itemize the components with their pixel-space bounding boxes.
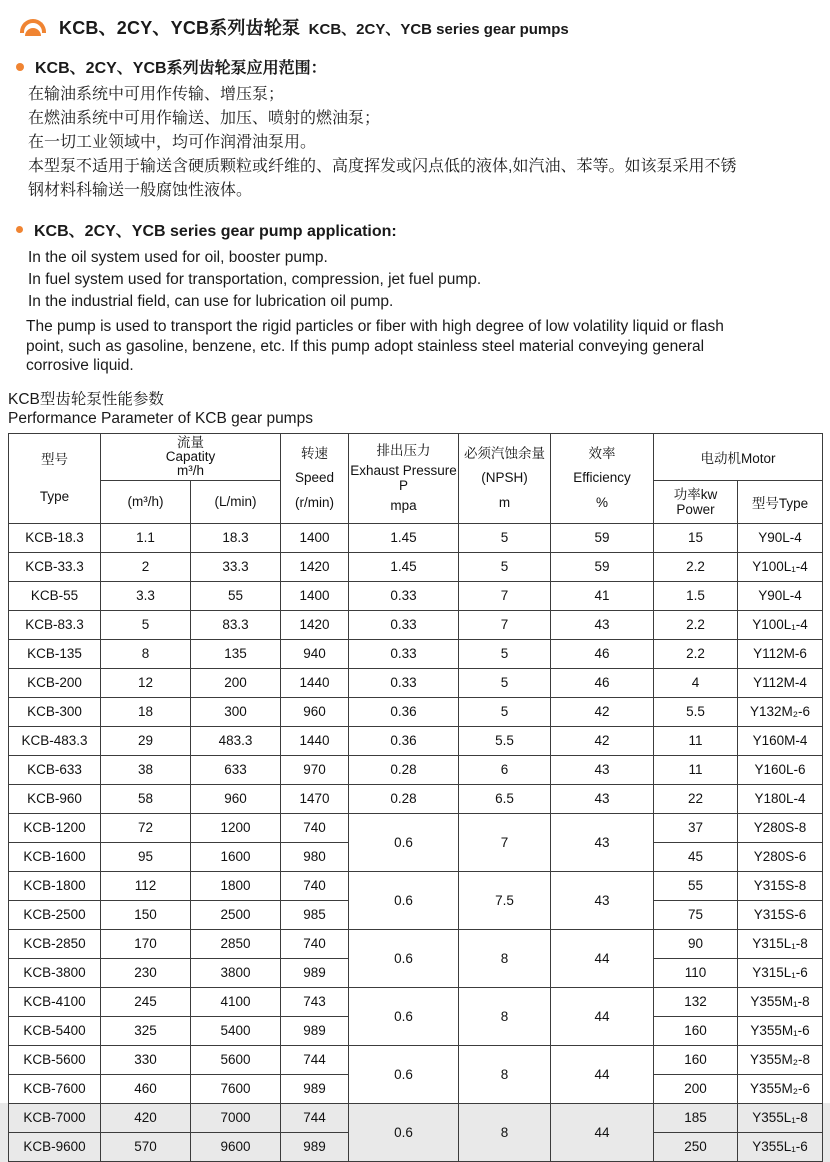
table-cell: KCB-300 <box>9 697 101 726</box>
col-subheader-power-en: Power <box>676 501 715 517</box>
table-cell: 8 <box>459 1103 551 1161</box>
table-cell: KCB-135 <box>9 639 101 668</box>
table-cell: 970 <box>281 755 349 784</box>
en-para-line: point, such as gasoline, benzene, etc. If this pump adopt stainless steel material conveying general <box>26 337 705 355</box>
zh-line: 钢材料科输送一般腐蚀性液体。 <box>28 182 253 199</box>
page-title-zh: KCB、2CY、YCB系列齿轮泵 <box>59 18 301 38</box>
table-cell: 90 <box>654 929 738 958</box>
table-cell: 43 <box>551 755 654 784</box>
table-cell: Y112M-4 <box>738 668 823 697</box>
table-row <box>9 639 823 668</box>
en-para-line: The pump is used to transport the rigid particles or fiber with high degree of low volatility liquid or flash <box>26 318 724 335</box>
table-cell: 0.33 <box>349 581 459 610</box>
table-cell: 5 <box>459 668 551 697</box>
table-cell: 5 <box>459 639 551 668</box>
table-cell: 42 <box>551 697 654 726</box>
table-cell: 44 <box>551 987 654 1045</box>
table-cell: 744 <box>281 1045 349 1074</box>
table-captions <box>8 390 822 428</box>
table-cell: 0.6 <box>349 929 459 987</box>
table-cell: Y132M₂-6 <box>738 697 823 726</box>
col-header-pressure-zh: 排出压力 <box>376 443 431 459</box>
table-row <box>9 668 823 697</box>
table-cell: 44 <box>551 1045 654 1103</box>
table-cell: 2.2 <box>654 552 738 581</box>
table-row <box>9 784 823 813</box>
table-cell: Y355M₂-6 <box>738 1074 823 1103</box>
table-cell: 1600 <box>191 842 281 871</box>
table-cell: 59 <box>551 552 654 581</box>
table-cell: 1.45 <box>349 523 459 552</box>
table-cell: 740 <box>281 871 349 900</box>
table-cell: 59 <box>551 523 654 552</box>
table-cell: 230 <box>101 958 191 987</box>
table-cell: 185 <box>654 1103 738 1132</box>
page-title-en: KCB、2CY、YCB series gear pumps <box>308 21 569 38</box>
table-cell: 18.3 <box>191 523 281 552</box>
table-cell: KCB-7600 <box>9 1074 101 1103</box>
col-header-npsh-zh: 必须汽蚀余量 <box>464 445 545 461</box>
table-cell: 12 <box>101 668 191 697</box>
table-cell: 633 <box>191 755 281 784</box>
table-cell: 44 <box>551 1103 654 1161</box>
table-cell: 83.3 <box>191 610 281 639</box>
table-cell: 15 <box>654 523 738 552</box>
table-cell: Y90L-4 <box>738 581 823 610</box>
table-cell: 0.6 <box>349 871 459 929</box>
table-cell: 0.36 <box>349 726 459 755</box>
table-cell: 1420 <box>281 552 349 581</box>
table-cell: 1.1 <box>101 523 191 552</box>
table-cell: Y280S-6 <box>738 842 823 871</box>
col-subheader-motor-type: 型号Type <box>738 480 823 523</box>
table-row <box>9 523 823 552</box>
zh-line: 在一切工业领域中，均可作润滑油泵用。 <box>28 134 317 151</box>
table-cell: 5.5 <box>459 726 551 755</box>
table-cell: KCB-1800 <box>9 871 101 900</box>
bullet-icon <box>16 226 23 233</box>
table-cell: 2500 <box>191 900 281 929</box>
table-cell: 7600 <box>191 1074 281 1103</box>
table-cell: 0.33 <box>349 610 459 639</box>
table-cell: 330 <box>101 1045 191 1074</box>
table-cell: 6 <box>459 755 551 784</box>
table-cell: 1470 <box>281 784 349 813</box>
col-header-npsh-en: (NPSH) <box>481 470 528 486</box>
table-cell: 41 <box>551 581 654 610</box>
table-cell: 46 <box>551 639 654 668</box>
table-cell: 135 <box>191 639 281 668</box>
table-cell: 11 <box>654 755 738 784</box>
table-cell: KCB-1200 <box>9 813 101 842</box>
table-cell: 325 <box>101 1016 191 1045</box>
table-cell: KCB-4100 <box>9 987 101 1016</box>
col-header-capacity-unit: m³/h <box>177 462 204 478</box>
table-cell: 3.3 <box>101 581 191 610</box>
col-header-type <box>9 433 101 523</box>
col-header-efficiency <box>551 433 654 523</box>
en-line: In the oil system used for oil, booster pump. <box>28 249 328 266</box>
table-cell: 0.6 <box>349 1103 459 1161</box>
table-cell: 45 <box>654 842 738 871</box>
col-header-capacity-zh: 流量 <box>177 434 204 450</box>
table-cell: 2.2 <box>654 639 738 668</box>
table-cell: 989 <box>281 958 349 987</box>
table-cell: 43 <box>551 813 654 871</box>
table-cell: KCB-83.3 <box>9 610 101 639</box>
table-cell: 989 <box>281 1074 349 1103</box>
table-cell: KCB-2500 <box>9 900 101 929</box>
table-cell: 0.36 <box>349 697 459 726</box>
table-cell: 5600 <box>191 1045 281 1074</box>
bullet-icon <box>16 63 24 71</box>
section-heading-en <box>16 218 822 241</box>
table-cell: 1420 <box>281 610 349 639</box>
table-cell: 985 <box>281 900 349 929</box>
table-cell: 38 <box>101 755 191 784</box>
table-cell: KCB-7000 <box>9 1103 101 1132</box>
table-row <box>9 581 823 610</box>
col-subheader-power-zh: 功率kw <box>673 486 718 502</box>
col-header-type-zh: 型号 <box>41 452 68 467</box>
table-cell: 1.5 <box>654 581 738 610</box>
table-cell: 4 <box>654 668 738 697</box>
table-cell: 740 <box>281 813 349 842</box>
table-cell: 8 <box>459 1045 551 1103</box>
table-cell: KCB-55 <box>9 581 101 610</box>
table-row <box>9 1103 823 1132</box>
table-cell: 0.6 <box>349 1045 459 1103</box>
zh-line: 在燃油系统中可用作输送、加压、喷射的燃油泵； <box>28 110 381 127</box>
table-cell: 2.2 <box>654 610 738 639</box>
table-cell: 112 <box>101 871 191 900</box>
table-cell: 5 <box>459 552 551 581</box>
table-cell: Y90L-4 <box>738 523 823 552</box>
table-cell: 150 <box>101 900 191 929</box>
table-cell: Y180L-4 <box>738 784 823 813</box>
table-cell: 33.3 <box>191 552 281 581</box>
col-subheader-lmin: (L/min) <box>191 480 281 523</box>
col-header-motor: 电动机Motor <box>654 433 823 480</box>
col-header-pressure-unit: mpa <box>390 497 417 513</box>
table-row <box>9 610 823 639</box>
table-cell: Y315L₁-6 <box>738 958 823 987</box>
table-cell: 29 <box>101 726 191 755</box>
table-cell: 75 <box>654 900 738 929</box>
table-cell: Y315S-8 <box>738 871 823 900</box>
table-cell: 1400 <box>281 581 349 610</box>
table-row <box>9 726 823 755</box>
en-line: In fuel system used for transportation, compression, jet fuel pump. <box>28 271 482 288</box>
table-cell: 245 <box>101 987 191 1016</box>
table-cell: 300 <box>191 697 281 726</box>
table-cell: Y160L-6 <box>738 755 823 784</box>
table-cell: 160 <box>654 1016 738 1045</box>
table-cell: Y355L₁-6 <box>738 1132 823 1161</box>
table-cell: 1800 <box>191 871 281 900</box>
table-cell: 8 <box>101 639 191 668</box>
table-cell: 744 <box>281 1103 349 1132</box>
col-header-npsh <box>459 433 551 523</box>
table-cell: 250 <box>654 1132 738 1161</box>
table-body <box>9 523 823 1161</box>
table-cell: 0.28 <box>349 755 459 784</box>
table-cell: 420 <box>101 1103 191 1132</box>
table-row <box>9 813 823 842</box>
table-cell: 44 <box>551 929 654 987</box>
table-cell: 18 <box>101 697 191 726</box>
table-row <box>9 755 823 784</box>
table-row <box>9 987 823 1016</box>
table-cell: 5400 <box>191 1016 281 1045</box>
table-cell: 46 <box>551 668 654 697</box>
table-cell: 72 <box>101 813 191 842</box>
table-cell: 0.6 <box>349 987 459 1045</box>
table-cell: 0.33 <box>349 639 459 668</box>
table-cell: Y315S-6 <box>738 900 823 929</box>
table-cell: Y112M-6 <box>738 639 823 668</box>
col-header-type-en: Type <box>39 489 70 504</box>
col-header-efficiency-zh: 效率 <box>588 445 616 461</box>
table-cell: Y100L₁-4 <box>738 552 823 581</box>
table-cell: 170 <box>101 929 191 958</box>
col-subheader-power <box>654 480 738 523</box>
table-cell: 7 <box>459 813 551 871</box>
table-cell: Y355M₁-6 <box>738 1016 823 1045</box>
table-cell: 7000 <box>191 1103 281 1132</box>
table-cell: 1200 <box>191 813 281 842</box>
table-cell: 160 <box>654 1045 738 1074</box>
table-cell: Y160M-4 <box>738 726 823 755</box>
table-cell: KCB-5600 <box>9 1045 101 1074</box>
table-cell: 43 <box>551 784 654 813</box>
col-header-efficiency-unit: % <box>595 495 608 511</box>
table-cell: 5 <box>459 523 551 552</box>
table-cell: 2 <box>101 552 191 581</box>
application-text-en <box>28 247 822 313</box>
table-cell: 11 <box>654 726 738 755</box>
table-cell: 1.45 <box>349 552 459 581</box>
table-cell: Y355M₂-8 <box>738 1045 823 1074</box>
table-cell: 1400 <box>281 523 349 552</box>
table-cell: 989 <box>281 1016 349 1045</box>
col-header-pressure <box>349 433 459 523</box>
table-cell: Y100L₁-4 <box>738 610 823 639</box>
table-cell: 110 <box>654 958 738 987</box>
table-caption-en: Performance Parameter of KCB gear pumps <box>8 409 313 427</box>
table-cell: 2850 <box>191 929 281 958</box>
table-cell: 3800 <box>191 958 281 987</box>
table-cell: 5 <box>459 697 551 726</box>
table-cell: KCB-633 <box>9 755 101 784</box>
table-cell: 1440 <box>281 726 349 755</box>
section-heading-zh <box>16 55 822 78</box>
table-cell: 960 <box>191 784 281 813</box>
table-cell: KCB-3800 <box>9 958 101 987</box>
table-cell: 55 <box>654 871 738 900</box>
table-cell: 8 <box>459 987 551 1045</box>
table-cell: 0.28 <box>349 784 459 813</box>
table-cell: 42 <box>551 726 654 755</box>
col-header-efficiency-en: Efficiency <box>573 470 631 486</box>
table-cell: KCB-1600 <box>9 842 101 871</box>
table-cell: 989 <box>281 1132 349 1161</box>
table-cell: Y280S-8 <box>738 813 823 842</box>
table-cell: Y315L₁-8 <box>738 929 823 958</box>
table-cell: Y355L₁-8 <box>738 1103 823 1132</box>
col-header-capacity <box>101 433 281 480</box>
table-cell: 460 <box>101 1074 191 1103</box>
col-header-speed <box>281 433 349 523</box>
section-heading-en-text: KCB、2CY、YCB series gear pump application: <box>34 223 397 240</box>
table-caption-zh: KCB型齿轮泵性能参数 <box>8 390 164 408</box>
table-cell: KCB-33.3 <box>9 552 101 581</box>
col-header-pressure-en: Exhaust Pressure P <box>350 462 457 493</box>
table-cell: KCB-9600 <box>9 1132 101 1161</box>
table-cell: 6.5 <box>459 784 551 813</box>
table-cell: 7.5 <box>459 871 551 929</box>
table-row <box>9 552 823 581</box>
table-row <box>9 697 823 726</box>
table-header <box>9 433 823 523</box>
table-cell: 55 <box>191 581 281 610</box>
table-cell: 58 <box>101 784 191 813</box>
table-cell: KCB-18.3 <box>9 523 101 552</box>
table-cell: 570 <box>101 1132 191 1161</box>
table-cell: 743 <box>281 987 349 1016</box>
performance-table <box>8 433 823 1162</box>
table-row <box>9 929 823 958</box>
table-cell: 5.5 <box>654 697 738 726</box>
col-header-capacity-en: Capatity <box>165 448 216 464</box>
application-paragraph-en <box>26 317 822 376</box>
en-para-line: corrosive liquid. <box>26 357 134 374</box>
col-subheader-m3h: (m³/h) <box>101 480 191 523</box>
table-cell: 8 <box>459 929 551 987</box>
table-cell: 200 <box>654 1074 738 1103</box>
brand-arc-icon <box>16 18 50 36</box>
table-cell: 4100 <box>191 987 281 1016</box>
table-cell: 740 <box>281 929 349 958</box>
table-cell: 9600 <box>191 1132 281 1161</box>
section-heading-zh-text: KCB、2CY、YCB系列齿轮泵应用范围： <box>35 60 327 77</box>
table-cell: 1440 <box>281 668 349 697</box>
table-cell: Y355M₁-8 <box>738 987 823 1016</box>
col-header-speed-en: Speed <box>294 470 335 486</box>
table-cell: 37 <box>654 813 738 842</box>
col-header-speed-unit: (r/min) <box>295 495 334 511</box>
table-cell: 0.6 <box>349 813 459 871</box>
table-row <box>9 1045 823 1074</box>
table-cell: 960 <box>281 697 349 726</box>
table-cell: 483.3 <box>191 726 281 755</box>
table-cell: KCB-2850 <box>9 929 101 958</box>
table-cell: 7 <box>459 610 551 639</box>
table-cell: KCB-5400 <box>9 1016 101 1045</box>
table-cell: 200 <box>191 668 281 697</box>
col-header-npsh-unit: m <box>498 495 511 511</box>
table-cell: 43 <box>551 871 654 929</box>
table-cell: 43 <box>551 610 654 639</box>
table-cell: 0.33 <box>349 668 459 697</box>
table-row <box>9 871 823 900</box>
table-cell: 5 <box>101 610 191 639</box>
table-cell: 940 <box>281 639 349 668</box>
table-cell: 95 <box>101 842 191 871</box>
page-title <box>16 14 822 40</box>
en-line: In the industrial field, can use for lubrication oil pump. <box>28 293 394 310</box>
table-cell: 7 <box>459 581 551 610</box>
zh-line: 本型泵不适用于输送含硬质颗粒或纤维的、高度挥发或闪点低的液体,如汽油、苯等。如该泵采用不锈 <box>28 158 737 175</box>
table-cell: 132 <box>654 987 738 1016</box>
table-cell: KCB-200 <box>9 668 101 697</box>
application-text-zh <box>28 83 822 203</box>
col-header-speed-zh: 转速 <box>301 445 328 461</box>
table-cell: 980 <box>281 842 349 871</box>
table-cell: 22 <box>654 784 738 813</box>
zh-line: 在输油系统中可用作传输、增压泵； <box>28 86 285 103</box>
table-cell: KCB-483.3 <box>9 726 101 755</box>
table-cell: KCB-960 <box>9 784 101 813</box>
